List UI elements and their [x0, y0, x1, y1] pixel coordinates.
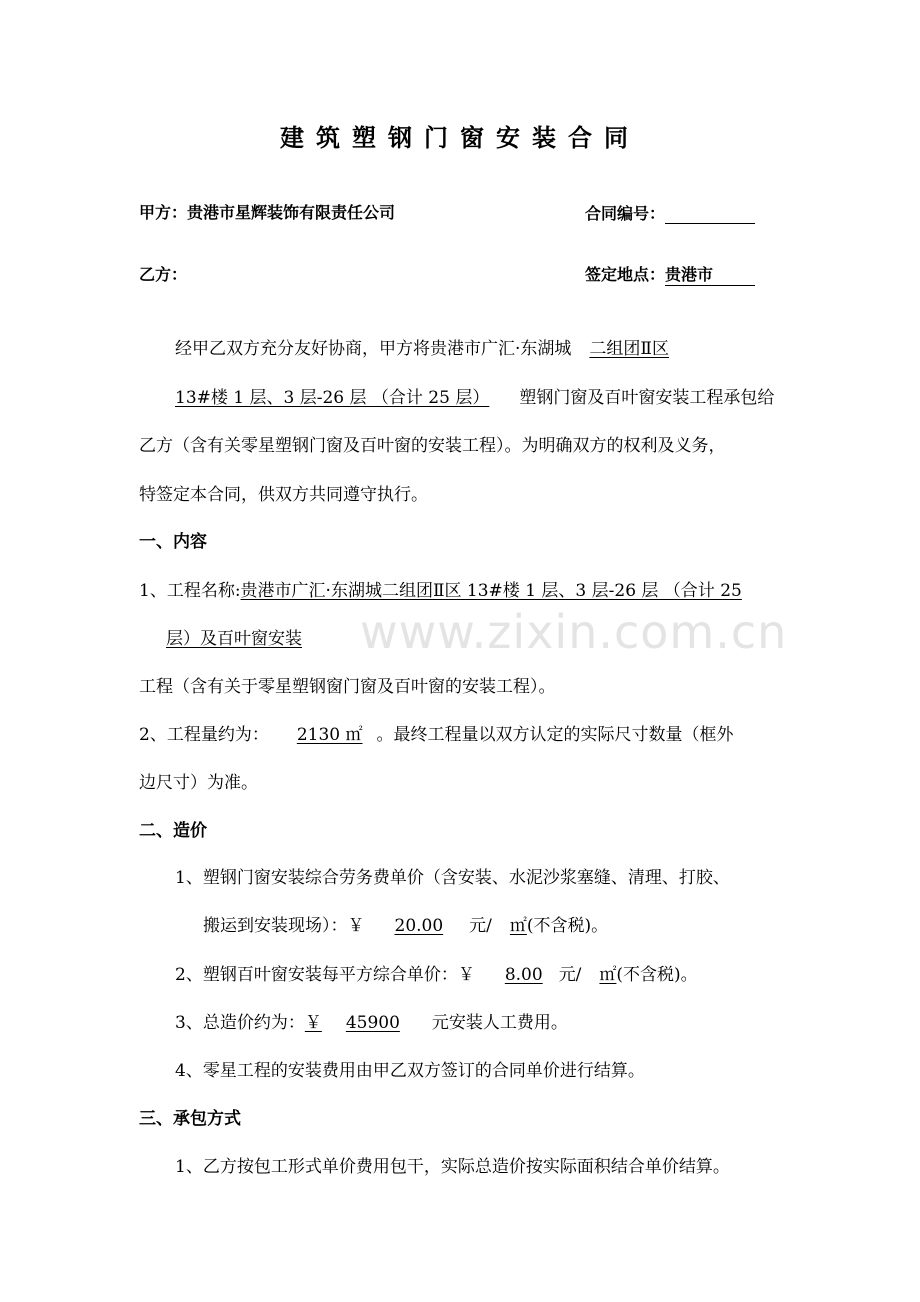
intro-text-1: 经甲乙双方充分友好协商，甲方将贵港市广汇·东湖城 — [175, 339, 572, 359]
signing-place — [585, 262, 755, 286]
intro-text-2: 塑钢门窗及百叶窗安装工程承包给 — [519, 388, 775, 408]
s2-item2-unit-b: ㎡ — [599, 965, 617, 985]
s2-item1-prefix: 搬运到安装现场）：￥ — [203, 916, 365, 936]
contract-number-label: 合同编号： — [585, 204, 666, 223]
s1-item2-suffix: 。最终工程量以双方认定的实际尺寸数量（框外 — [376, 725, 734, 745]
signing-place-value: 贵港市 — [665, 265, 714, 284]
s1-item1-line3: 工程（含有关于零星塑钢窗门窗及百叶窗的安装工程）。 — [139, 677, 556, 697]
s2-total-yen: ￥ — [304, 1013, 322, 1033]
s1-item2-line2: 边尺寸）为准。 — [139, 773, 258, 793]
s2-item1-unit-b: ㎡ — [509, 916, 527, 936]
s2-item2-suffix: (不含税)。 — [616, 965, 698, 985]
signing-place-label: 签定地点： — [585, 265, 666, 284]
s1-item1-prefix: 1、工程名称: — [139, 581, 241, 601]
s2-total-value: 45900 — [345, 1013, 400, 1033]
intro-project-floors: 13#楼 1 层、3 层-26 层 （合计 25 层） — [175, 388, 490, 408]
intro-line-2 — [139, 383, 774, 408]
intro-line-1 — [175, 334, 679, 359]
s2-item2-unit-a: 元/ — [558, 965, 582, 985]
s1-project-name-cont: 层）及百叶窗安装 — [166, 629, 302, 649]
s1-item1-line2 — [166, 624, 348, 649]
section-2-heading: 二、造价 — [139, 821, 207, 841]
s2-item3-line — [175, 1008, 568, 1033]
s1-quantity-value: 2130 ㎡ — [296, 725, 363, 745]
s2-item3-suffix: 元安装人工费用。 — [431, 1013, 568, 1033]
s1-project-name: 贵港市广汇·东湖城二组团Ⅱ区 13#楼 1 层、3 层-26 层 （合计 25 — [240, 581, 742, 601]
s2-item2-line — [175, 960, 698, 985]
s2-item2-prefix: 2、塑钢百叶窗安装每平方综合单价：￥ — [175, 965, 475, 985]
watermark: www.zixin.com.cn — [360, 605, 788, 659]
s2-item1-suffix: (不含税)。 — [526, 916, 609, 936]
s2-item4-line: 4、零星工程的安装费用由甲乙双方签订的合同单价进行结算。 — [175, 1061, 645, 1081]
document-title: 建筑塑钢门窗安装合同 — [280, 124, 640, 152]
s2-door-window-price: 20.00 — [394, 916, 444, 936]
section-3-heading: 三、承包方式 — [139, 1109, 241, 1129]
s2-item1-line2 — [203, 911, 608, 936]
intro-project-zone: 二组团Ⅱ区 — [589, 339, 669, 359]
contract-number-blank — [665, 207, 755, 224]
party-a: 甲方：贵港市星辉装饰有限责任公司 — [139, 203, 396, 222]
s2-item1-unit-a: 元/ — [469, 916, 492, 936]
s2-item1-line1: 1、塑钢门窗安装综合劳务费单价（含安装、水泥沙浆塞缝、清理、打胶、 — [175, 868, 730, 888]
section-1-heading: 一、内容 — [139, 532, 207, 552]
intro-line-4: 特签定本合同，供双方共同遵守执行。 — [139, 485, 428, 505]
contract-number — [585, 201, 755, 224]
party-b: 乙方： — [139, 265, 188, 284]
s2-shutter-price: 8.00 — [504, 965, 543, 985]
s1-item2-line1 — [139, 720, 734, 745]
intro-line-3: 乙方（含有关零星塑钢门窗及百叶窗的安装工程）。为明确双方的权利及义务， — [139, 436, 726, 456]
s1-item1-line1 — [139, 576, 742, 601]
s3-item1-line: 1、乙方按包工形式单价费用包干，实际总造价按实际面积结合单价结算。 — [175, 1157, 730, 1177]
s1-item2-prefix: 2、工程量约为： — [139, 725, 269, 745]
s2-item3-prefix: 3、总造价约为： — [175, 1013, 305, 1033]
